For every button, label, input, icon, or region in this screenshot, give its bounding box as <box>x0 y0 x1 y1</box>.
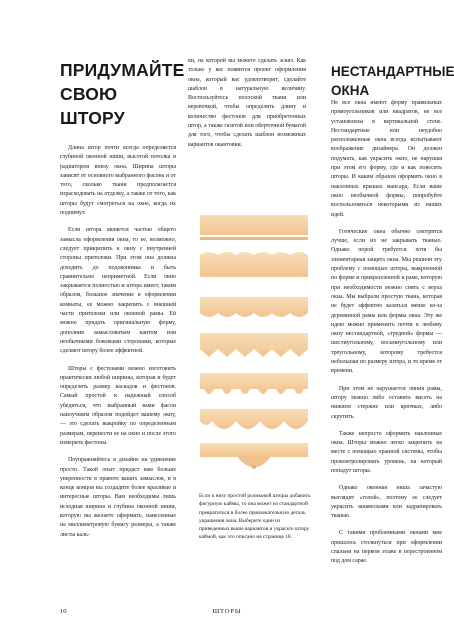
column-left <box>60 144 176 548</box>
column-middle <box>188 57 306 158</box>
illustration-caption: Если к низу простой роликовой шторы добавить фигурную каймы, то она может из стандартной превратиться в более привлекательную деталь украшения окна. Выберите один из приведенных выше вариантов и украсьте штору каймой, как это описано на странице 18. <box>199 493 311 541</box>
title-line: ПРИДУМАЙТЕ <box>60 60 185 80</box>
heading-line: НЕСТАНДАРТНЫЕ <box>331 64 454 79</box>
heading-line: ОКНА <box>331 83 370 98</box>
title-line: СВОЮ <box>60 84 118 104</box>
body-paragraph: Готические окна обычно смотрятся лучше, если их не закрывать тканью. Однако порой требуется хотя бы элементарная защита окна. Мы решили эту проблему с помощью шторы, выкроенной по форме и прикрепленной к раме, которую при необходимости можно снять с верха окна. Мы выбрали простую ткань, которая не будет эффектно казаться менее из-за деревянной рамы или формы окна. Эту же идею можно применить почти к любому окну нестандартной, «трудной» формы — шестиугольному, восьмиугольному или треугольному, которому требуется небольшая по размеру штора, и то время от времени. <box>331 228 442 375</box>
body-paragraph: При этом не нарушается линия рамы, штору можно либо оставить висеть на нижнем стержне или крючках, либо скрутить. <box>331 385 442 420</box>
body-paragraph: Если штора является частью общего замысла оформления окна, то ее, возможно, следует прикрепить к окну с внутренней стороны притолоки. При этом она должна доходить до подоконника и быть сравнительно неприметной. Если окно закрывается полностью и штора имеет, таким образом, большое значение в оформлении комнаты, ее можно закрепить с внешней части притолоки или оконной рамы. Ей можно придать оригинальную форму, дополнив замысловатым кантом или необычными боковыми сторонами, которые сделают штору более эффектной. <box>60 227 176 355</box>
body-paragraph: Также непросто оформить наклонные окна. Шторы можно легко закрепить на месте с помощью хранной системы, чтобы проконтролировать уровень, на который попадут шторы. <box>331 430 442 474</box>
curtain-edge-illustration <box>198 215 310 477</box>
column-right <box>331 99 442 575</box>
body-paragraph: Однако оконная ниша зачастую выглядит «голой», поэтому ее следует украсить занавесками или задрапировать тканью. <box>331 485 442 520</box>
body-paragraph: Шторы с фестонами можно изготовить практически любой ширины, которая и будет определять размер каскадов и фестонов. Самый простой и надежный способ убедиться, что выбранный вами фасон наилучшим образом подойдет вашему окну, — это сделать выкройку по определенным размерам, перенести ее на окно и после этого измерить фестоны. <box>60 365 176 446</box>
body-paragraph: С такими проблемными окнами мне пришлось столкнуться при оформлении спальни на первом этаже в перестроенном под дом сарае. <box>331 530 442 565</box>
body-paragraph: Поупражняйтесь в дизайне на удивление просто. Такой опыт придаст вам больше уверенности в правоте ваших замыслов, и в конце концов вы создадите более красивые и интересные шторы. Вам необходимы лишь исходная ширина и глубина оконной ниши, которую вы желаете оформить, нанесенные на миллиметровую бумагу размеры, а также листы каль- <box>60 457 176 538</box>
page-title <box>60 58 185 130</box>
running-title: ШТОРЫ <box>212 608 242 615</box>
section-heading <box>331 62 454 100</box>
curtain-edge-templates-icon <box>198 215 310 477</box>
body-paragraph: Длина штор почти всегда определяется глубиной оконной ниши, высотой потолка и радиатором внизу окна. Ширина шторы зависит от основного выбранного фасона и от того, сколько ткани предполагается израсходовать на отделку, а также от того, как шторы будут смотреться на окне, когда их поднимут. <box>60 145 176 217</box>
page-number: 10 <box>60 608 67 615</box>
body-paragraph: Не все окна имеют форму правильных прямоугольников или квадратов, не все установлены в вертикальной стене. Нестандартные или неудобно расположенные окна всегда испытывают воображение дизайнера. Он должен подумать, как украсить окно, не нарушая при этом его форму, где и как повесить шторы. И каким образом оформить окно в наклонных крышах мансард. Если ваше окно необычной формы, попробуйте воспользоваться некоторыми из наших идей. <box>331 100 442 218</box>
body-paragraph: ки, на которой вы можете сделать эскиз. Как только у вас появится проект оформления окна, который вас удовлетворит, сделайте шаблон в натуральную величину. Воспользуйтесь полоской ткани или веревочкой, чтобы определить длину и количество фестонов для приобретенных штор, а также газетой или оберточной бумагой для того, чтобы сделать шаблон возможных вариантов окантовки. <box>188 58 306 148</box>
title-line: ШТОРУ <box>60 108 125 128</box>
